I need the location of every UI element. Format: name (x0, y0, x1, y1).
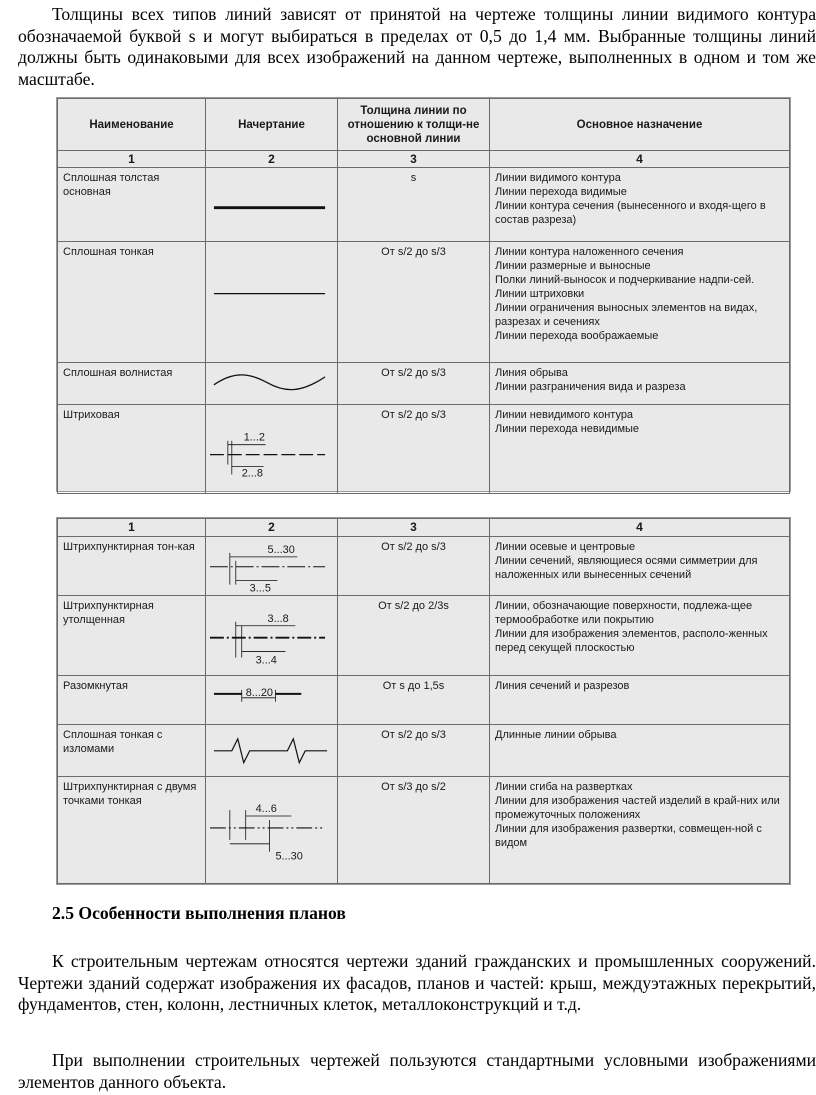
column-number: 3 (338, 151, 490, 168)
header-drawing: Начертание (206, 99, 338, 151)
dimension-label: 3...8 (267, 612, 289, 625)
dimension-label: 1...2 (243, 431, 265, 444)
dimension-label: 3...5 (249, 582, 271, 595)
header-name: Наименование (58, 99, 206, 151)
wavy-line-icon (206, 363, 337, 405)
dashed-line-icon (206, 405, 337, 492)
line-sample (206, 595, 338, 675)
line-name: Разомкнутая (58, 675, 206, 724)
column-number: 1 (58, 519, 206, 537)
line-purpose: Линия сечений и разрезов (490, 675, 790, 724)
line-purpose: Длинные линии обрыва (490, 724, 790, 777)
solid-thick-line-icon (206, 168, 337, 241)
line-sample (206, 675, 338, 724)
section-heading: 2.5 Особенности выполнения планов (52, 903, 346, 923)
line-name: Сплошная волнистая (58, 362, 206, 405)
line-purpose: Линии видимого контура Линии перехода видимые Линии контура сечения (вынесенного и входя-щего в состав разреза) (490, 168, 790, 242)
dimension-label: 4...6 (255, 803, 277, 816)
column-number: 3 (338, 519, 490, 537)
table-row (58, 777, 790, 884)
dimension-label: 2...8 (241, 467, 263, 480)
dash-double-dot-line-icon (206, 777, 337, 883)
body-paragraph: К строительным чертежам относятся чертежи зданий гражданских и промышленных сооружений. Чертежи зданий содержат изображения их фасадов, планов и частей: крыш, междуэтажных перекрытий, фундаментов, стен, колонн, лестничных клеток, металлоконструкций и т.д. (18, 951, 816, 1014)
line-sample (206, 242, 338, 362)
line-purpose: Линии контура наложенного сечения Линии размерные и выносные Полки линий-выносок и подчеркивание надпи-сей. Линии штриховки Линии ограничения выносных элементов на видах, разрезах и сечениях Линии перехода воображаемые (490, 242, 790, 362)
line-purpose: Линия обрыва Линии разграничения вида и разреза (490, 362, 790, 405)
line-thickness: s (338, 168, 490, 242)
line-sample (206, 168, 338, 242)
line-thickness: От s/3 до s/2 (338, 777, 490, 884)
line-thickness: От s/2 до s/3 (338, 242, 490, 362)
line-sample (206, 777, 338, 884)
line-types-table-1 (56, 97, 791, 492)
column-number: 2 (206, 519, 338, 537)
line-sample (206, 362, 338, 405)
table-row (58, 537, 790, 596)
solid-thin-line-icon (206, 242, 337, 361)
table-row (58, 362, 790, 405)
line-name: Штрихпунктирная тон-кая (58, 537, 206, 596)
table-row (58, 675, 790, 724)
line-purpose: Линии сгиба на развертках Линии для изображения частей изделий в край-них или промежуточных положениях Линии для изображения развертки, совмещен-ной с видом (490, 777, 790, 884)
line-sample (206, 405, 338, 493)
dimension-label: 5...30 (267, 543, 295, 556)
intro-paragraph: Толщины всех типов линий зависят от принятой на чертеже толщины линии видимого контура обозначаемой буквой s и могут выбираться в пределах от 0,5 до 1,4 мм. Выбранные толщины линий должны быть одинаковыми для всех изображений на данном чертеже, выполненных в одном и том же масштабе. (18, 4, 816, 89)
body-paragraph: При выполнении строительных чертежей пользуются стандартными условными изображениями элементов данного объекта. (18, 1050, 816, 1092)
table-row (58, 724, 790, 777)
column-number: 4 (490, 519, 790, 537)
dash-dot-thin-line-icon (206, 537, 337, 595)
table-row (58, 242, 790, 362)
column-number: 1 (58, 151, 206, 168)
line-thickness: От s/2 до s/3 (338, 362, 490, 405)
table-row (58, 595, 790, 675)
column-number: 4 (490, 151, 790, 168)
line-purpose: Линии осевые и центровые Линии сечений, являющиеся осями симметрии для наложенных или вынесенных сечений (490, 537, 790, 596)
header-thickness: Толщина линии по отношению к толщи-не основной линии (338, 99, 490, 151)
line-thickness: От s/2 до 2/3s (338, 595, 490, 675)
dimension-label: 8...20 (245, 686, 273, 699)
column-number: 2 (206, 151, 338, 168)
dash-dot-thick-line-icon (206, 596, 337, 675)
line-purpose: Линии, обозначающие поверхности, подлежа-щее термообработке или покрытию Линии для изображения элементов, располо-женных перед секущей плоскостью (490, 595, 790, 675)
line-name: Штриховая (58, 405, 206, 493)
line-sample (206, 724, 338, 777)
line-name: Сплошная тонкая (58, 242, 206, 362)
line-thickness: От s/2 до s/3 (338, 405, 490, 493)
header-purpose: Основное назначение (490, 99, 790, 151)
dimension-label: 5...30 (275, 850, 303, 863)
line-types-table-2 (56, 517, 791, 885)
line-sample (206, 537, 338, 596)
table-row (58, 168, 790, 242)
dimension-label: 3...4 (255, 654, 277, 667)
line-thickness: От s/2 до s/3 (338, 537, 490, 596)
zigzag-break-line-icon (206, 725, 337, 777)
open-line-icon (206, 676, 337, 724)
table-row (58, 405, 790, 493)
line-thickness: От s до 1,5s (338, 675, 490, 724)
line-purpose: Линии невидимого контура Линии перехода невидимые (490, 405, 790, 493)
line-name: Штрихпунктирная утолщенная (58, 595, 206, 675)
line-name: Сплошная тонкая с изломами (58, 724, 206, 777)
line-thickness: От s/2 до s/3 (338, 724, 490, 777)
line-name: Сплошная толстая основная (58, 168, 206, 242)
line-name: Штрихпунктирная с двумя точками тонкая (58, 777, 206, 884)
